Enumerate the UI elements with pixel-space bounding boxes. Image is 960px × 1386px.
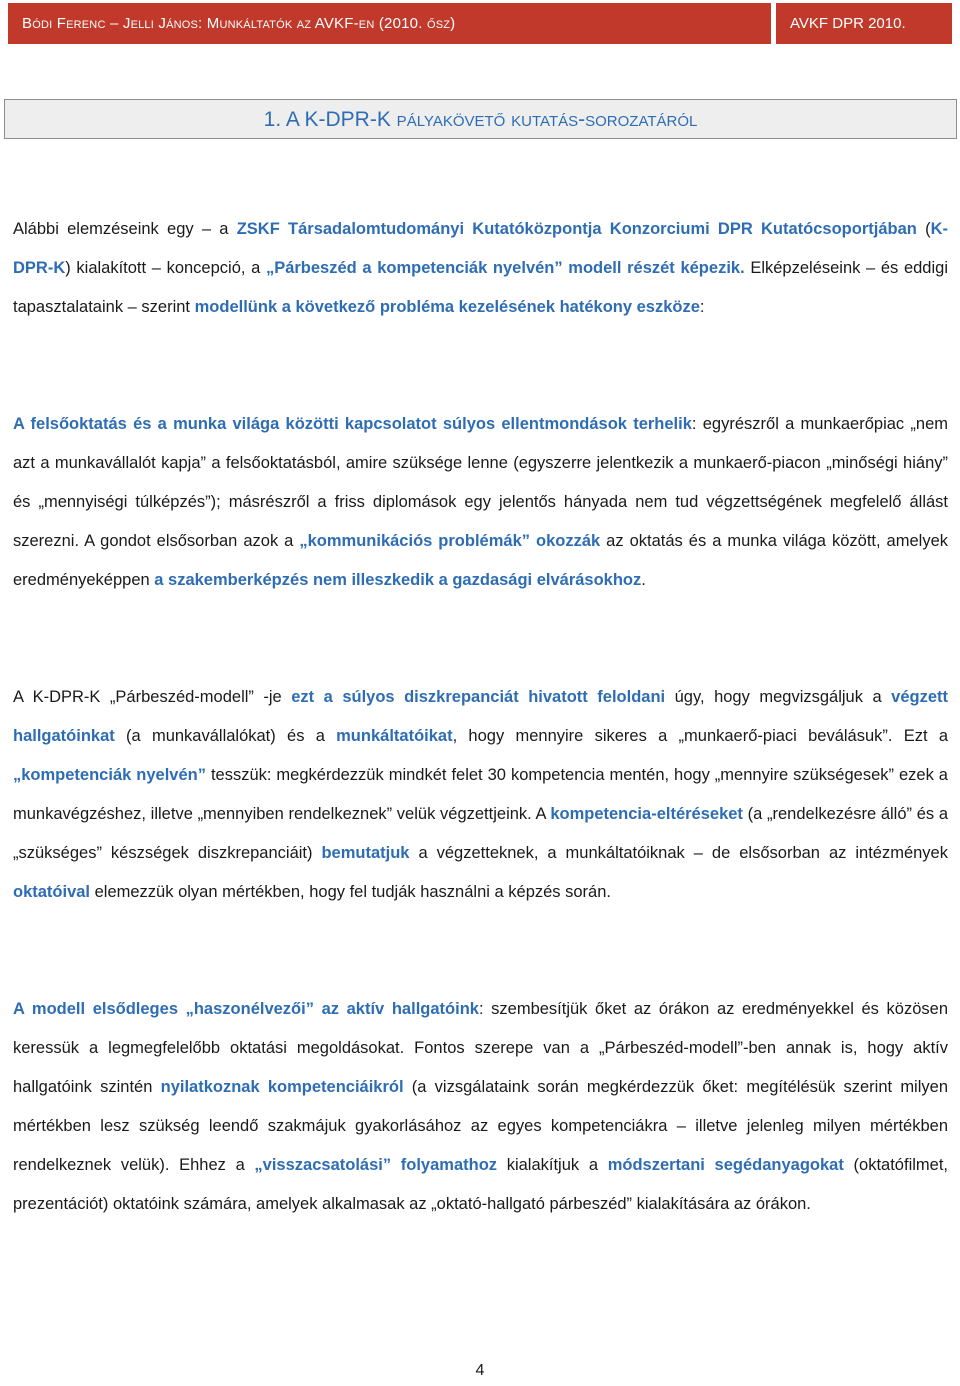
body-text: (oktatófilmet, prezentációt) oktatóink számára, amelyek alkalmasak az „oktató-hallgató párbeszéd” kialakítására az órákon. [13,1156,948,1213]
header-authors-title: Bódi Ferenc – Jelli János: Munkáltatók az AVKF-en (2010. ősz) [8,3,771,44]
highlighted-text: A felsőoktatás és a munka világa közötti kapcsolatot súlyos ellentmondások terhelik [13,415,692,433]
page-number: 4 [475,1362,485,1379]
section-title: 1. A K-DPR-K pályakövető kutatás-sorozatáról [4,99,957,139]
highlighted-text: nyilatkoznak kompetenciáikról [160,1078,404,1096]
highlighted-text: K-DPR-K [13,220,948,277]
paragraph-3 [13,678,948,912]
paragraph-1 [13,210,948,327]
body-text: tesszük: megkérdezzük mindkét felet 30 kompetencia mentén, hogy „mennyire szükségesek” ezek a munkavégzéshez, illetve „mennyiben rendelkeznek” velük végzettjeink. A [13,766,948,823]
highlighted-text: végzett hallgatóinkat [13,688,949,745]
body-text: ( [916,220,931,238]
body-text: úgy, hogy megvizsgáljuk a [665,688,892,706]
paragraph-4 [13,990,948,1224]
body-text: : [699,298,705,316]
body-text: a végzetteknek, a munkáltatóiknak – de elsősorban az intézmények [409,844,948,862]
body-text: elemezzük olyan mértékben, hogy fel tudják használni a képzés során. [90,883,611,901]
body-text: kialakítjuk a [497,1156,608,1174]
highlighted-text: „Párbeszéd a kompetenciák nyelvén” modell részét képezik. [265,259,745,277]
body-text: : szembesítjük őket az órákon az eredményekkel és közösen keressük a legmegfelelőbb oktatási megoldásokat. Fontos szerepe van a „Párbeszéd-modell”-ben annak is, hogy aktív hallgatóink szintén [13,1000,949,1096]
highlighted-text: „visszacsatolási” folyamathoz [254,1156,498,1174]
highlighted-text: ZSKF Társadalomtudományi Kutatóközpontja Konzorciumi DPR Kutatócsoportjában [236,220,917,238]
body-text: Elképzeléseink – és eddigi tapasztalataink – szerint [13,259,948,316]
highlighted-text: a szakemberképzés nem illeszkedik a gazdasági elvárásokhoz [154,571,642,589]
body-text: A K-DPR-K „Párbeszéd-modell” -je [13,688,292,706]
highlighted-text: „kommunikációs problémák” okozzák [299,532,601,550]
body-text: . [641,571,646,589]
body-text: Alábbi elemzéseink egy – a [13,220,237,238]
highlighted-text: ezt a súlyos diszkrepanciát hivatott feloldani [291,688,666,706]
paragraph-2 [13,405,948,600]
body-text: ) kialakított – koncepció, a [65,259,266,277]
header-report-label: AVKF DPR 2010. [776,3,952,44]
body-text: (a munkavállalókat) és a [114,727,337,745]
highlighted-text: kompetencia-eltéréseket [550,805,743,823]
highlighted-text: munkáltatóikat [336,727,453,745]
body-text: az oktatás és a munka világa között, amelyek eredményeképpen [13,532,948,589]
page-header [0,0,960,49]
body-text: (a „rendelkezésre álló” és a „szükséges” készségek diszkrepanciáit) [13,805,949,862]
highlighted-text: oktatóival [13,883,91,901]
highlighted-text: A modell elsődleges „haszonélvezői” az aktív hallgatóink [13,1000,479,1018]
highlighted-text: módszertani segédanyagokat [607,1156,844,1174]
highlighted-text: modellünk a következő probléma kezelésének hatékony eszköze [194,298,700,316]
body-text: , hogy mennyire sikeres a „munkaerő-piaci beválásuk”. Ezt a [452,727,948,745]
body-text: (a vizsgálataink során megkérdezzük őket: megítélésük szerint milyen mértékben lesz szükség leendő szakmájuk gyakorlásához az egyes kompetenciákra – illetve jelenleg milyen mértékben rendelkeznek velük). Ehhez a [13,1078,948,1174]
highlighted-text: „kompetenciák nyelvén” [13,766,206,784]
body-text: : egyrészről a munkaerőpiac „nem azt a munkavállalót kapja” a felsőoktatásból, amire szüksége lenne (egyszerre jelentkezik a munkaerő-piacon „minőségi hiány” és „mennyiségi túlképzés”); másrészről a friss diplomások egy jelentős hányada nem tud végzettségének megfelelő állást szerezni. A gondot elsősorban azok a [13,415,948,550]
highlighted-text: bemutatjuk [321,844,410,862]
